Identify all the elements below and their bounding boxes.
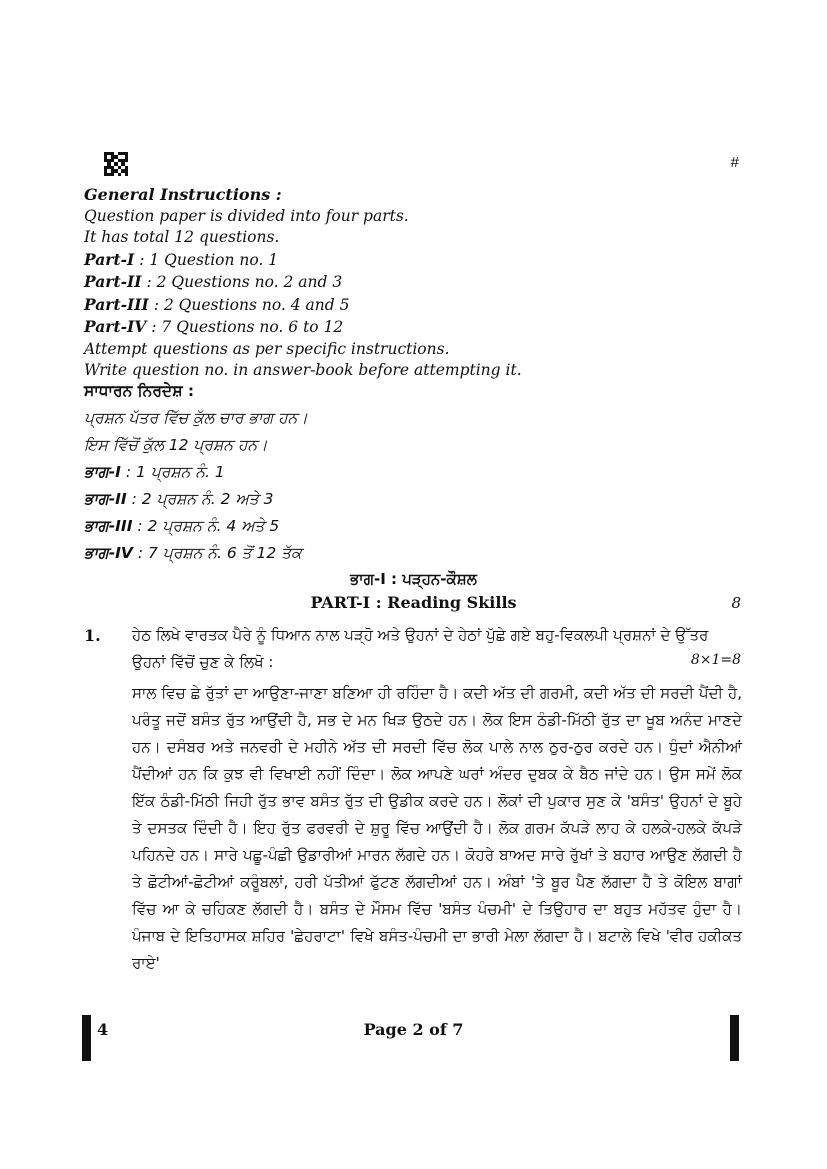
part-line: [84, 459, 564, 486]
instruction-line: It has total 12 questions.: [84, 228, 280, 246]
part-line: [84, 316, 544, 339]
instruction-line: ਪ੍ਰਸ਼ਨ ਪੱਤਰ ਵਿੱਚ ਕੁੱਲ ਚਾਰ ਭਾਗ ਹਨ।: [84, 409, 308, 427]
general-instructions: [84, 184, 544, 382]
part-text: : 2 Questions no. 4 and 5: [148, 295, 350, 314]
part-text: : 7 ਪ੍ਰਸ਼ਨ ਨੰ. 6 ਤੋਂ 12 ਤੱਕ: [132, 544, 302, 562]
part-label: ਭਾਗ-III: [84, 517, 133, 535]
footer-page-number: 4: [97, 1020, 109, 1039]
part-text: : 2 ਪ੍ਰਸ਼ਨ ਨੰ. 4 ਅਤੇ 5: [132, 517, 280, 535]
part-label: Part-III: [84, 294, 149, 314]
part-marks: 8: [731, 594, 741, 612]
part-line: [84, 294, 544, 317]
part-text: : 7 Questions no. 6 to 12: [146, 318, 344, 336]
part-label: Part-I: [84, 249, 135, 269]
instruction-line: Write question no. in answer-book before attempting it.: [84, 361, 522, 379]
punjabi-instructions: [84, 378, 564, 567]
instruction-line: Question paper is divided into four parts.: [84, 206, 409, 225]
question-marks: 8×1=8: [690, 652, 741, 668]
part-text: : 2 ਪ੍ਰਸ਼ਨ ਨੰ. 2 ਅਤੇ 3: [126, 490, 274, 508]
part-line: [84, 513, 564, 540]
question-text: ਹੇਠ ਲਿਖੇ ਵਾਰਤਕ ਪੈਰੇ ਨੂੰ ਧਿਆਨ ਨਾਲ ਪੜ੍ਹੋ ਅਤੇ ਉਹਨਾਂ ਦੇ ਹੇਠਾਂ ਪੁੱਛੇ ਗਏ ਬਹੁ-ਵਿਕਲਪੀ ਪ੍ਰਸ਼ਨਾਂ ਦੇ ਉੱਤਰ ਉਹਨਾਂ ਵਿੱਚੋਂ ਚੁਣ ਕੇ ਲਿਖੋ :: [132, 626, 709, 671]
instruction-line: Attempt questions as per specific instructions.: [84, 339, 450, 358]
part-line: [84, 540, 564, 567]
part-label: ਭਾਗ-II: [84, 490, 127, 508]
hash-mark: #: [730, 154, 739, 171]
punjabi-instructions-heading: ਸਾਧਾਰਨ ਨਿਰਦੇਸ਼ :: [84, 382, 195, 400]
footer-bar-right: [730, 1015, 739, 1061]
part-title-punjabi: ਭਾਗ-I : ਪੜ੍ਹਨ-ਕੌਸ਼ਲ: [350, 570, 477, 588]
part-label: ਭਾਗ-IV: [84, 544, 133, 562]
qr-code-icon: [104, 152, 128, 176]
general-instructions-heading: General Instructions :: [84, 185, 282, 204]
part-label: Part-II: [84, 272, 142, 291]
part-line: [84, 486, 564, 513]
footer-page-of: Page 2 of 7: [363, 1020, 464, 1039]
part-text: : 1 Question no. 1: [134, 250, 279, 269]
question-number: 1.: [84, 626, 101, 645]
part-title-english: PART-I : Reading Skills: [310, 593, 517, 612]
part-text: : 1 ਪ੍ਰਸ਼ਨ ਨੰ. 1: [120, 463, 225, 481]
part-label: Part-IV: [84, 317, 147, 336]
reading-passage: ਸਾਲ ਵਿਚ ਛੇ ਰੁੱਤਾਂ ਦਾ ਆਉਣਾ-ਜਾਣਾ ਬਣਿਆ ਹੀ ਰਹਿੰਦਾ ਹੈ। ਕਦੀ ਅੱਤ ਦੀ ਗਰਮੀ, ਕਦੀ ਅੱਤ ਦੀ ਸਰਦੀ ਪੈਂਦੀ ਹੈ, ਪਰੰਤੂ ਜਦੋਂ ਬਸੰਤ ਰੁੱਤ ਆਉਂਦੀ ਹੈ, ਸਭ ਦੇ ਮਨ ਖਿੜ ਉਠਦੇ ਹਨ। ਲੋਕ ਇਸ ਠੰਡੀ-ਮਿੱਠੀ ਰੁੱਤ ਦਾ ਖੂਬ ਅਨੰਦ ਮਾਣਦੇ ਹਨ। ਦਸੰਬਰ ਅਤੇ ਜਨਵਰੀ ਦੇ ਮਹੀਨੇ ਅੱਤ ਦੀ ਸਰਦੀ ਵਿੱਚ ਲੋਕ ਪਾਲੇ ਨਾਲ ਠੁਰ-ਠੁਰ ਕਰਦੇ ਹਨ। ਧੁੰਦਾਂ ਐਨੀਆਂ ਪੈਂਦੀਆਂ ਹਨ ਕਿ ਕੁਝ ਵੀ ਵਿਖਾਈ ਨਹੀਂ ਦਿੰਦਾ। ਲੋਕ ਆਪਣੇ ਘਰਾਂ ਅੰਦਰ ਦੁਬਕ ਕੇ ਬੈਠ ਜਾਂਦੇ ਹਨ। ਉਸ ਸਮੇਂ ਲੋਕ ਇੱਕ ਠੰਡੀ-ਮਿੱਠੀ ਜਿਹੀ ਰੁੱਤ ਭਾਵ ਬਸੰਤ ਰੁੱਤ ਦੀ ਉਡੀਕ ਕਰਦੇ ਹਨ। ਲੋਕਾਂ ਦੀ ਪੁਕਾਰ ਸੁਣ ਕੇ 'ਬਸੰਤ' ਉਹਨਾਂ ਦੇ ਬੂਹੇ ਤੇ ਦਸਤਕ ਦਿੰਦੀ ਹੈ। ਇਹ ਰੁੱਤ ਫਰਵਰੀ ਦੇ ਸ਼ੁਰੂ ਵਿੱਚ ਆਉਂਦੀ ਹੈ। ਲੋਕ ਗਰਮ ਕੱਪੜੇ ਲਾਹ ਕੇ ਹਲਕੇ-ਹਲਕੇ ਕੱਪੜੇ ਪਹਿਨਦੇ ਹਨ। ਸਾਰੇ ਪਛੂ-ਪੰਛੀ ਉਡਾਰੀਆਂ ਮਾਰਨ ਲੱਗਦੇ ਹਨ। ਕੋਹਰੇ ਬਾਅਦ ਸਾਰੇ ਰੁੱਖਾਂ ਤੇ ਬਹਾਰ ਆਉਣ ਲੱਗਦੀ ਹੈ ਤੇ ਛੋਟੀਆਂ-ਛੋਟੀਆਂ ਕਰੂੰਬਲਾਂ, ਹਰੀ ਪੱਤੀਆਂ ਫੁੱਟਣ ਲੱਗਦੀਆਂ ਹਨ। ਅੰਬਾਂ 'ਤੇ ਬੂਰ ਪੈਣ ਲੱਗਦਾ ਹੈ ਤੇ ਕੋਇਲ ਬਾਗਾਂ ਵਿੱਚ ਆ ਕੇ ਚਹਿਕਣ ਲੱਗਦੀ ਹੈ। ਬਸੰਤ ਦੇ ਮੌਸਮ ਵਿੱਚ 'ਬਸੰਤ ਪੰਚਮੀ' ਦੇ ਤਿਉਹਾਰ ਦਾ ਬਹੁਤ ਮਹੱਤਵ ਹੁੰਦਾ ਹੈ। ਪੰਜਾਬ ਦੇ ਇਤਿਹਾਸਕ ਸ਼ਹਿਰ 'ਛੇਹਰਾਟਾ' ਵਿਖੇ ਬਸੰਤ-ਪੰਚਮੀ ਦਾ ਭਾਰੀ ਮੇਲਾ ਲੱਗਦਾ ਹੈ। ਬਟਾਲੇ ਵਿਖੇ 'ਵੀਰ ਹਕੀਕਤ ਰਾਏ': [132, 684, 742, 972]
part-label: ਭਾਗ-I: [84, 463, 121, 481]
part-text: : 2 Questions no. 2 and 3: [141, 273, 343, 291]
part-line: [84, 249, 544, 272]
instruction-line: ਇਸ ਵਿੱਚੋਂ ਕੁੱਲ 12 ਪ੍ਰਸ਼ਨ ਹਨ।: [84, 436, 268, 454]
part-line: [84, 271, 544, 294]
